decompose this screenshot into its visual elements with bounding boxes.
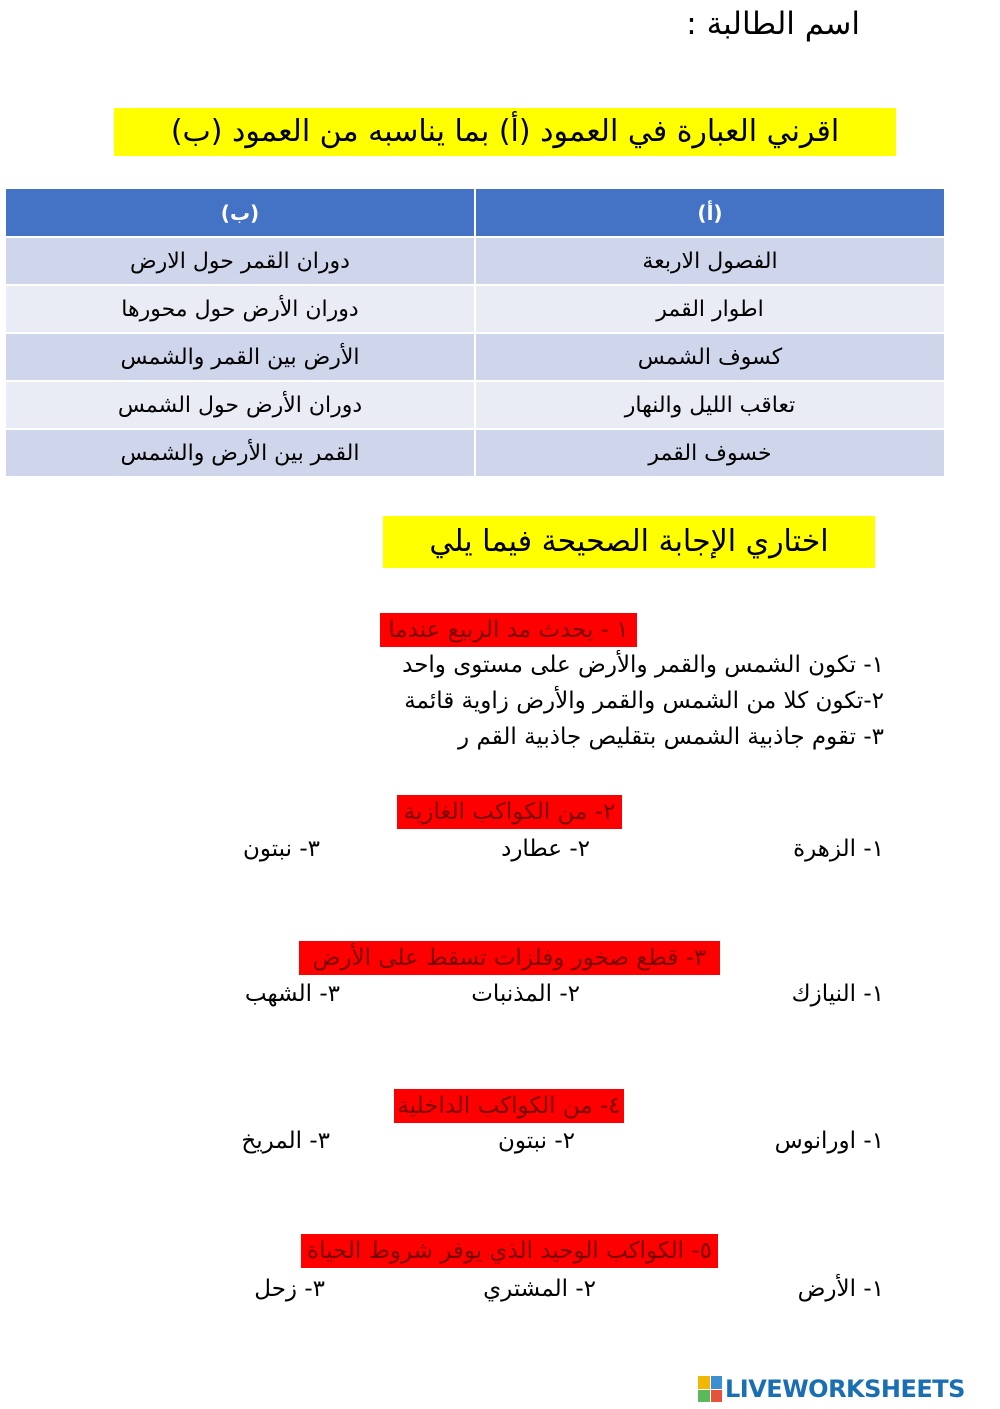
column-a-cell[interactable]: تعاقب الليل والنهار: [475, 381, 945, 429]
question-2-option-3[interactable]: ٣- نبتون: [242, 836, 320, 862]
question-5-prompt: ٥- الكواكب الوحيد الذي يوفر شروط الحياة: [301, 1234, 718, 1268]
question-3-option-2[interactable]: ٢- المذنبات: [471, 981, 580, 1007]
liveworksheets-logo: [698, 1374, 994, 1404]
question-4-prompt: ٤- من الكواكب الداخلية: [394, 1089, 624, 1123]
column-a-cell[interactable]: كسوف الشمس: [475, 333, 945, 381]
column-b-cell[interactable]: دوران الأرض حول محورها: [5, 285, 475, 333]
question-2-prompt: ٢- من الكواكب الغازية: [397, 795, 622, 829]
liveworksheets-logo-icon: [698, 1376, 722, 1402]
column-a-cell[interactable]: الفصول الاربعة: [475, 237, 945, 285]
mcq-title: اختاري الإجابة الصحيحة فيما يلي: [383, 516, 875, 568]
question-3-option-3[interactable]: ٣- الشهب: [244, 981, 340, 1007]
question-4-option-3[interactable]: ٣- المريخ: [241, 1128, 330, 1154]
logo-text: LIVEWORKSHEETS: [725, 1375, 965, 1403]
column-b-cell[interactable]: دوران الأرض حول الشمس: [5, 381, 475, 429]
question-4-option-1[interactable]: ١- اورانوس: [774, 1128, 884, 1154]
question-2-option-1[interactable]: ١- الزهرة: [793, 836, 884, 862]
question-1-prompt: ١ - يحدث مد الربيع عندما: [380, 613, 637, 647]
table-row: [5, 381, 945, 429]
matching-title: اقرني العبارة في العمود (أ) بما يناسبه من العمود (ب): [114, 108, 896, 156]
question-5-option-3[interactable]: ٣- زحل: [254, 1276, 325, 1302]
column-b-cell[interactable]: الأرض بين القمر والشمس: [5, 333, 475, 381]
column-b-cell[interactable]: دوران القمر حول الارض: [5, 237, 475, 285]
question-1-option-2[interactable]: ٢-تكون كلا من الشمس والقمر والأرض زاوية قائمة: [404, 688, 884, 714]
question-5-option-2[interactable]: ٢- المشتري: [483, 1276, 596, 1302]
column-a-cell[interactable]: خسوف القمر: [475, 429, 945, 477]
table-row: [5, 429, 945, 477]
question-5-option-1[interactable]: ١- الأرض: [797, 1276, 884, 1302]
column-b-cell[interactable]: القمر بين الأرض والشمس: [5, 429, 475, 477]
table-row: [5, 285, 945, 333]
column-b-header: (ب): [5, 188, 475, 237]
column-a-cell[interactable]: اطوار القمر: [475, 285, 945, 333]
student-name-label: اسم الطالبة :: [686, 6, 860, 42]
question-3-option-1[interactable]: ١- النيازك: [791, 981, 884, 1007]
question-1-option-3[interactable]: ٣- تقوم جاذبية الشمس بتقليص جاذبية القم ر: [458, 724, 884, 750]
question-4-option-2[interactable]: ٢- نبتون: [497, 1128, 575, 1154]
table-row: [5, 333, 945, 381]
table-row: [5, 237, 945, 285]
question-2-option-2[interactable]: ٢- عطارد: [501, 836, 590, 862]
matching-table: [4, 187, 946, 478]
question-3-prompt: ٣- قطع صخور وفلزات تسقط على الأرض: [299, 941, 720, 975]
question-1-option-1[interactable]: ١- تكون الشمس والقمر والأرض على مستوى واحد: [402, 652, 884, 678]
table-header-row: [5, 188, 945, 237]
column-a-header: (أ): [475, 188, 945, 237]
